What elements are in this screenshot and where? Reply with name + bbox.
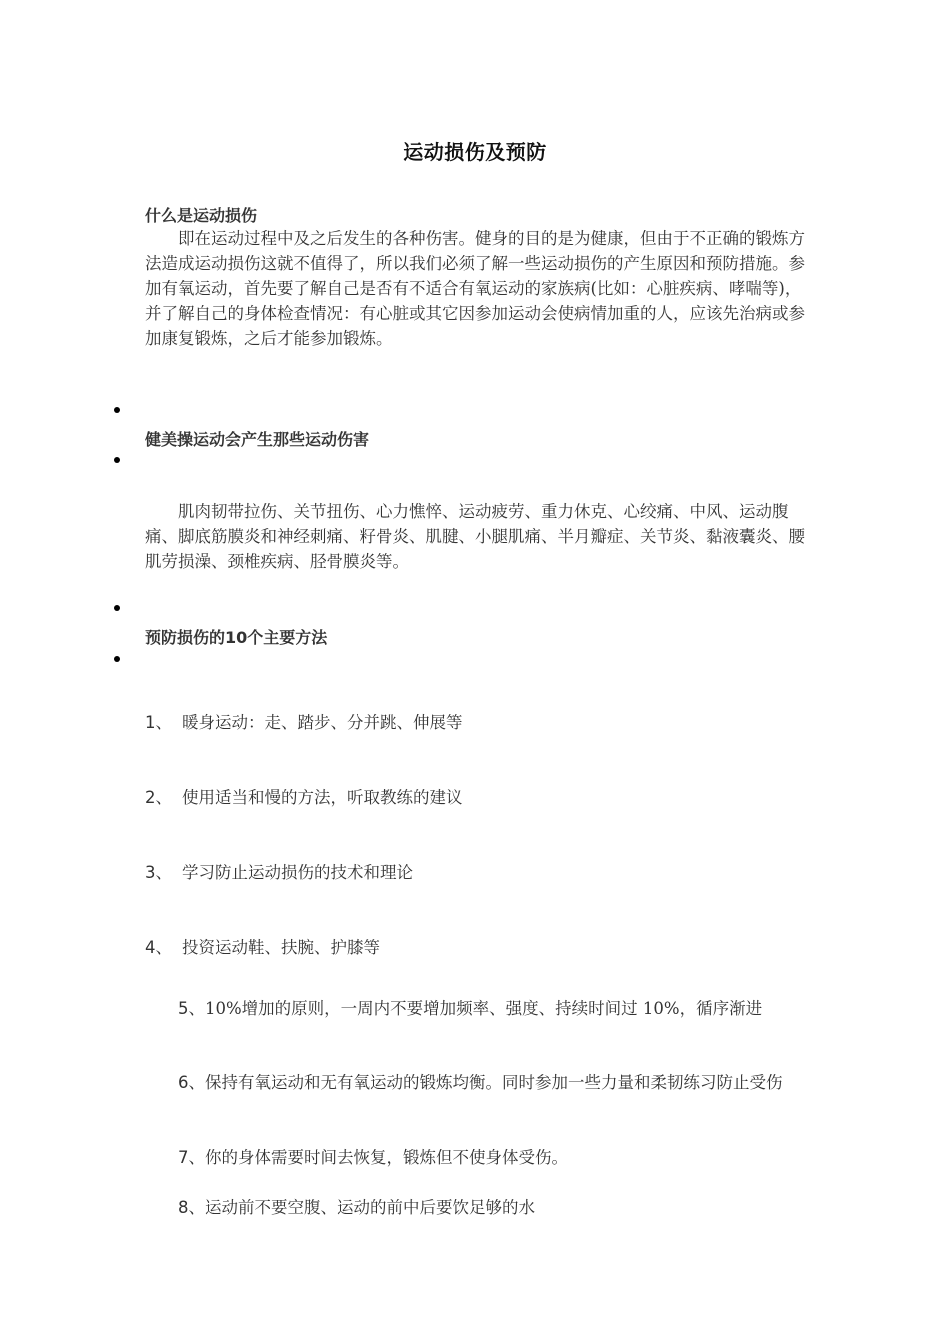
list-item xyxy=(145,996,810,1021)
list-item xyxy=(145,1145,810,1170)
section-body-aerobics-injuries: 肌肉韧带拉伤、关节扭伤、心力憔悴、运动疲劳、重力休克、心绞痛、中风、运动腹痛、脚底筋膜炎和神经刺痛、籽骨炎、肌腱、小腿肌痛、半月瓣症、关节炎、黏液囊炎、腰肌劳损澡、颈椎疾病、胫骨膜炎等。 xyxy=(145,502,805,571)
bullet-marker xyxy=(114,656,122,664)
list-item-number: 4 xyxy=(145,938,156,957)
list-item-number: 2 xyxy=(145,788,156,807)
section-heading-aerobics-injuries: 健美操运动会产生那些运动伤害 xyxy=(145,430,370,449)
document-title: 运动损伤及预防 xyxy=(403,140,547,164)
list-item-separator: 、 xyxy=(155,788,172,807)
list-item-number: 6 xyxy=(178,1073,189,1092)
list-item-number: 5 xyxy=(178,999,189,1018)
list-item-text: 、运动前不要空腹、运动的前中后要饮足够的水 xyxy=(188,1198,535,1217)
list-item-text: 暖身运动：走、踏步、分并跳、伸展等 xyxy=(182,713,463,732)
list-item-number: 8 xyxy=(178,1198,189,1217)
list-item xyxy=(145,785,463,810)
list-item-text: 学习防止运动损伤的技术和理论 xyxy=(182,863,413,882)
list-item xyxy=(145,1070,810,1095)
list-item-separator: 、 xyxy=(155,863,172,882)
list-item xyxy=(145,935,380,960)
list-item-number: 7 xyxy=(178,1148,189,1167)
section-heading-what-is-injury: 什么是运动损伤 xyxy=(145,206,258,225)
list-item-number: 1 xyxy=(145,713,156,732)
heading-text: 预防损伤的 xyxy=(145,628,226,647)
list-item-separator: 、 xyxy=(155,938,172,957)
section-body-what-is-injury: 即在运动过程中及之后发生的各种伤害。健身的目的是为健康，但由于不正确的锻炼方法造成运动损伤这就不值得了，所以我们必须了解一些运动损伤的产生原因和预防措施。参加有氧运动，首先要了解自己是否有不适合有氧运动的家族病(比如：心脏疾病、哮喘等)，并了解自己的身体检查情况：有心脏或其它因参加运动会使病情加重的人，应该先治病或参加康复锻炼，之后才能参加锻炼。 xyxy=(145,229,805,348)
heading-text: 个主要方法 xyxy=(247,628,328,647)
list-item xyxy=(145,710,463,735)
list-item-text: 、保持有氧运动和无有氧运动的锻炼均衡。同时参加一些力量和柔韧练习防止受伤 xyxy=(188,1073,783,1092)
list-item-text: 使用适当和慢的方法，听取教练的建议 xyxy=(182,788,463,807)
list-item-text: 、你的身体需要时间去恢复，锻炼但不使身体受伤。 xyxy=(188,1148,568,1167)
section-heading-prevention-methods xyxy=(145,625,327,648)
bullet-marker xyxy=(114,407,122,415)
list-item-number: 3 xyxy=(145,863,156,882)
bullet-marker xyxy=(114,457,122,465)
list-item xyxy=(145,1195,810,1220)
heading-number: 10 xyxy=(225,628,248,647)
list-item-separator: 、 xyxy=(155,713,172,732)
bullet-marker xyxy=(114,605,122,613)
list-item xyxy=(145,860,413,885)
list-item-text: 、10%增加的原则，一周内不要增加频率、强度、持续时间过 10%，循序渐进 xyxy=(188,999,763,1018)
list-item-text: 投资运动鞋、扶腕、护膝等 xyxy=(182,938,380,957)
